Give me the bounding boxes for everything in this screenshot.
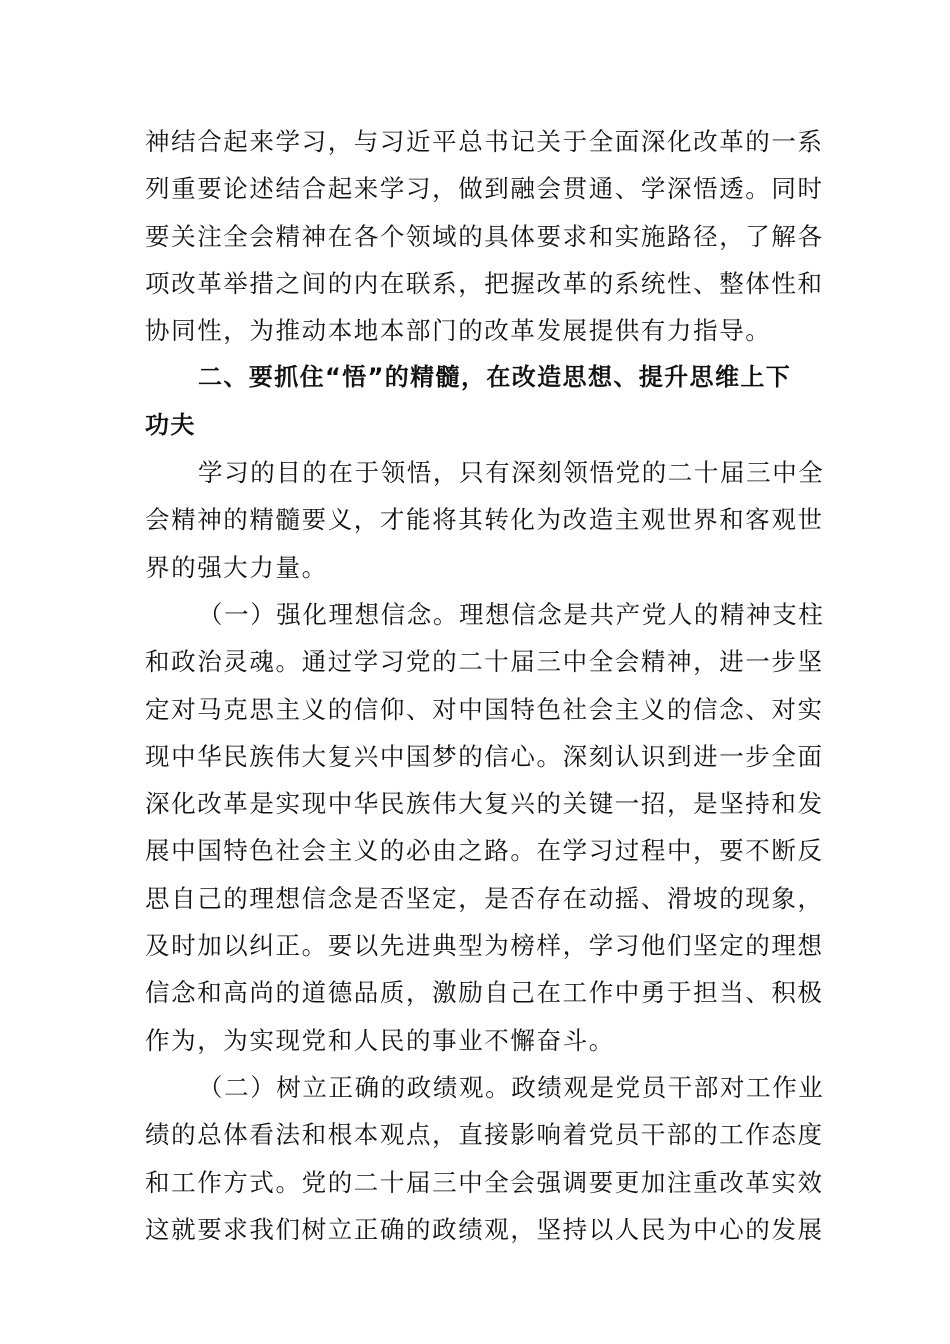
section-heading-continued: 功夫 <box>145 410 196 439</box>
text-line: 和政治灵魂。通过学习党的二十届三中全会精神，进一步坚 <box>145 647 824 677</box>
subsection-paragraph-start: （二）树立正确的政绩观。政绩观是党员干部对工作业 <box>198 1072 825 1102</box>
text-line: 协同性，为推动本地本部门的改革发展提供有力指导。 <box>145 316 772 346</box>
text-line: 深化改革是实现中华民族伟大复兴的关键一招，是坚持和发 <box>145 789 824 819</box>
text-line: 信念和高尚的道德品质，激励自己在工作中勇于担当、积极 <box>145 978 824 1008</box>
text-line: 界的强大力量。 <box>145 552 328 582</box>
text-line: 列重要论述结合起来学习，做到融会贯通、学深悟透。同时 <box>145 174 824 204</box>
text-line: 及时加以纠正。要以先进典型为榜样，学习他们坚定的理想 <box>145 931 824 961</box>
text-line: 展中国特色社会主义的必由之路。在学习过程中，要不断反 <box>145 836 824 866</box>
text-line: 思自己的理想信念是否坚定，是否存在动摇、滑坡的现象， <box>145 883 824 913</box>
text-line: 神结合起来学习，与习近平总书记关于全面深化改革的一系 <box>145 127 824 156</box>
document-body <box>145 118 825 1253</box>
text-line: 要关注全会精神在各个领域的具体要求和实施路径，了解各 <box>145 221 824 251</box>
text-line: 会精神的精髓要义，才能将其转化为改造主观世界和客观世 <box>145 505 824 535</box>
text-line: 这就要求我们树立正确的政绩观，坚持以人民为中心的发展 <box>145 1214 824 1244</box>
paragraph-start: 学习的目的在于领悟，只有深刻领悟党的二十届三中全 <box>198 458 825 488</box>
text-line: 作为，为实现党和人民的事业不懈奋斗。 <box>145 1025 615 1055</box>
text-line: 绩的总体看法和根本观点，直接影响着党员干部的工作态度 <box>145 1120 824 1150</box>
text-line: 定对马克思主义的信仰、对中国特色社会主义的信念、对实 <box>145 694 824 724</box>
text-line: 和工作方式。党的二十届三中全会强调要更加注重改革实效 <box>145 1167 824 1197</box>
text-line: 项改革举措之间的内在联系，把握改革的系统性、整体性和 <box>145 268 824 298</box>
subsection-paragraph-start: （一）强化理想信念。理想信念是共产党人的精神支柱 <box>198 599 825 629</box>
text-line: 现中华民族伟大复兴中国梦的信心。深刻认识到进一步全面 <box>145 741 824 771</box>
section-heading: 二、要抓住“悟”的精髓，在改造思想、提升思维上下 <box>198 363 792 392</box>
